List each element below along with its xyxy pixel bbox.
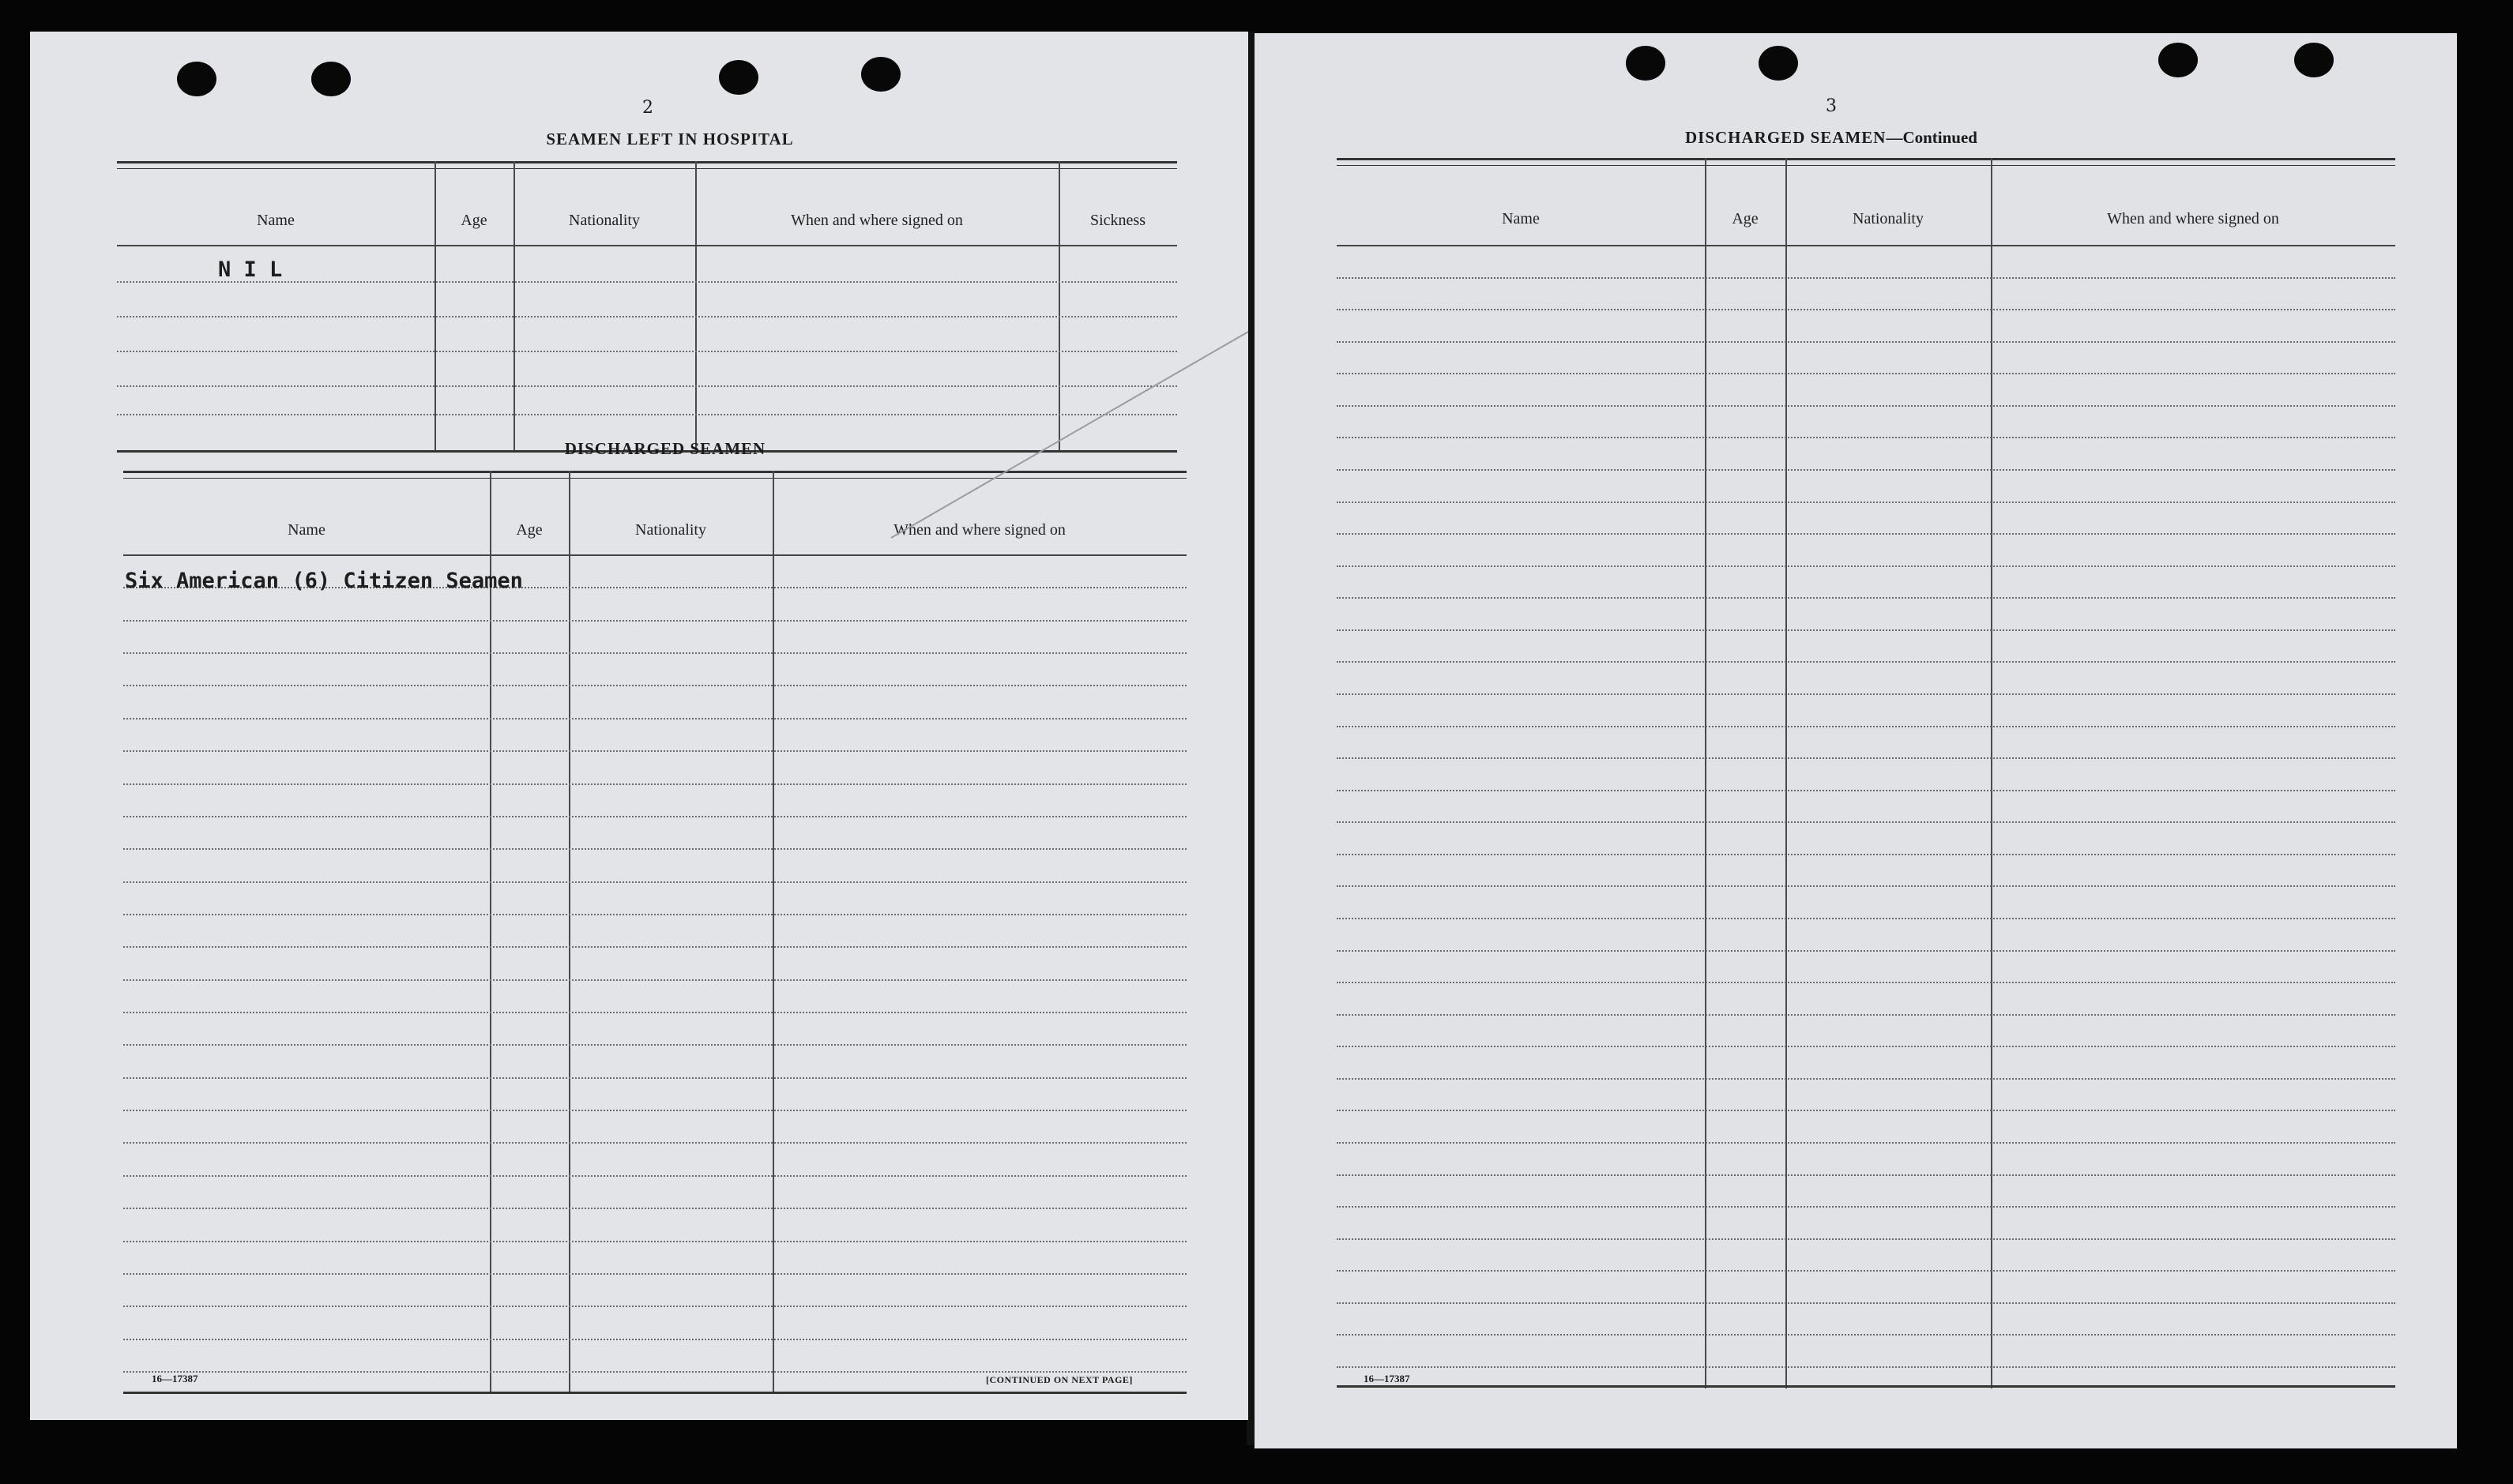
discharged-section-title: DISCHARGED SEAMEN	[564, 439, 766, 458]
table-row	[123, 1077, 1187, 1079]
table-row	[1337, 1238, 2395, 1240]
table-row	[1337, 790, 2395, 791]
column-header-signed-on: When and where signed on	[791, 212, 963, 229]
column-header-name: Name	[1502, 210, 1540, 227]
punch-hole	[1626, 46, 1665, 81]
form-code: 16—17387	[152, 1373, 198, 1384]
table-row	[123, 783, 1187, 785]
column-header-name: Name	[257, 212, 295, 229]
punch-hole	[311, 62, 351, 96]
column-header-nationality: Nationality	[569, 212, 640, 229]
table-row	[1337, 1206, 2395, 1208]
table-row	[1337, 469, 2395, 471]
table-row	[123, 946, 1187, 948]
form-code: 16—17387	[1364, 1373, 1410, 1384]
table-row	[123, 816, 1187, 817]
table-row	[123, 914, 1187, 915]
table-row	[1337, 1046, 2395, 1047]
column-header-nationality: Nationality	[635, 521, 706, 539]
discharged-entry: Six American (6) Citizen Seamen	[125, 569, 523, 593]
table-row	[1337, 437, 2395, 438]
hospital-section-title: SEAMEN LEFT IN HOSPITAL	[546, 130, 794, 148]
column-header-sickness: Sickness	[1090, 212, 1146, 229]
table-row	[1337, 1142, 2395, 1144]
punch-hole	[2158, 43, 2198, 77]
punch-hole	[177, 62, 216, 96]
table-row	[1337, 405, 2395, 407]
punch-hole	[719, 60, 758, 95]
punch-hole	[1759, 46, 1798, 81]
continued-note: [CONTINUED ON NEXT PAGE]	[986, 1374, 1133, 1385]
table-row	[123, 1110, 1187, 1111]
table-row	[1337, 982, 2395, 983]
table-row	[123, 718, 1187, 719]
table-row	[1337, 502, 2395, 503]
table-row	[1337, 1302, 2395, 1304]
column-header-age: Age	[461, 212, 487, 229]
page-number: 3	[1826, 96, 1837, 116]
table-row	[123, 1175, 1187, 1177]
table-row	[123, 620, 1187, 622]
discharged-continued-title-main: DISCHARGED SEAMEN	[1685, 128, 1887, 147]
table-row	[123, 1208, 1187, 1209]
page-number: 2	[642, 98, 653, 118]
table-row	[1337, 1174, 2395, 1176]
column-header-age: Age	[1732, 210, 1759, 227]
table-row	[1337, 757, 2395, 759]
discharged-continued-title	[1586, 128, 2076, 148]
table-row	[123, 979, 1187, 981]
discharged-continued-ledger	[1337, 158, 2395, 1390]
punch-hole	[2294, 43, 2334, 77]
table-row	[1337, 597, 2395, 599]
table-row	[1337, 1334, 2395, 1336]
column-header-nationality: Nationality	[1853, 210, 1924, 227]
column-header-name: Name	[288, 521, 325, 539]
column-header-signed-on: When and where signed on	[893, 521, 1066, 539]
table-row	[123, 1142, 1187, 1144]
punch-hole	[861, 57, 901, 92]
table-row	[123, 1339, 1187, 1340]
table-row	[123, 1241, 1187, 1242]
table-row	[1337, 1270, 2395, 1272]
table-row	[1337, 854, 2395, 855]
table-row	[1337, 918, 2395, 919]
discharged-continued-title-suffix: —Continued	[1886, 128, 1977, 147]
table-row	[1337, 629, 2395, 631]
column-header-age: Age	[516, 521, 543, 539]
table-row	[123, 881, 1187, 883]
table-row	[1337, 693, 2395, 695]
table-row	[123, 848, 1187, 850]
table-row	[1337, 373, 2395, 374]
table-row	[123, 1306, 1187, 1307]
table-row	[1337, 565, 2395, 567]
table-row	[1337, 1014, 2395, 1016]
discharged-ledger	[123, 471, 1187, 1395]
table-row	[123, 685, 1187, 686]
table-row	[123, 750, 1187, 752]
table-row	[123, 1371, 1187, 1373]
table-row	[1337, 950, 2395, 952]
table-row	[1337, 341, 2395, 343]
table-row	[1337, 726, 2395, 727]
left-page	[30, 32, 1248, 1420]
table-row	[1337, 309, 2395, 310]
right-page	[1255, 33, 2457, 1448]
table-row	[1337, 661, 2395, 663]
table-row	[1337, 1078, 2395, 1080]
table-row	[123, 1273, 1187, 1275]
table-row	[1337, 821, 2395, 823]
table-row	[123, 652, 1187, 654]
table-row	[1337, 1110, 2395, 1111]
column-header-signed-on: When and where signed on	[2107, 210, 2279, 227]
table-row	[1337, 1366, 2395, 1368]
table-row	[123, 1012, 1187, 1013]
hospital-ledger	[117, 161, 1177, 453]
table-row	[1337, 533, 2395, 535]
table-row	[1337, 277, 2395, 279]
hospital-entry: N I L	[218, 257, 283, 282]
table-row	[1337, 885, 2395, 887]
table-row	[123, 1044, 1187, 1046]
